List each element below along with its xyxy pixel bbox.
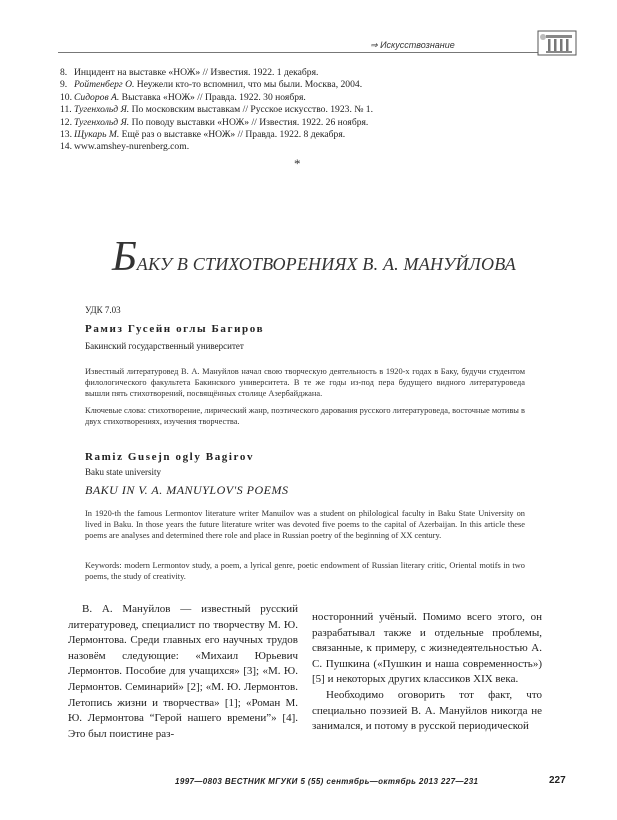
- reference-author: Щукарь М.: [74, 129, 120, 141]
- reference-text: По поводу выставки «НОЖ» // Известия. 1922. 26 ноября.: [129, 116, 369, 128]
- abstract-en: In 1920-th the famous Lermontov literature writer Manuilov was a student on philological faculty in Baku State University on lived in Baku. In those years the future literature writer was devoted five poems to the capital of Azerbaijan. In this article these poems are analyses and determined there role and place in Russian poetry of the beginning of XX century.: [85, 509, 525, 540]
- title-text: АКУ В СТИХОТВОРЕНИЯХ В. А. МАНУЙЛОВА: [136, 254, 516, 274]
- reference-item: [60, 92, 540, 104]
- journal-logo-icon: [537, 27, 579, 57]
- keywords-ru: Ключевые слова: стихотворение, лирический жанр, поэтического дарования русского литературоведа, восточные мотивы в двух стихотворениях, изучения творчества.: [85, 406, 525, 426]
- arrow-icon: ⇒: [370, 40, 378, 50]
- reference-text: Неужели кто-то вспомнил, что мы были. Москва, 2004.: [134, 79, 363, 91]
- keywords-en: Keywords: modern Lermontov study, a poem, a lyrical genre, poetic endowment of Russian literary critic, Oriental motifs in two poems, the study of creativity.: [85, 561, 525, 581]
- reference-author: Тугенхольд Я.: [74, 104, 130, 116]
- udk-code: УДК 7.03: [85, 305, 121, 315]
- section-name: Искусствознание: [380, 40, 455, 50]
- body-paragraph: Необходимо оговорить тот факт, что специально поэзией В. А. Мануйлов никогда не занимался, и потому в русской периодической: [312, 688, 542, 733]
- reference-text: По московским выставкам // Русское искусство. 1923. № 1.: [129, 104, 373, 116]
- reference-number: 14.: [60, 141, 72, 153]
- reference-author: Тугенхольд Я.: [74, 116, 130, 128]
- reference-number: 13.: [60, 129, 72, 141]
- affiliation-ru: Бакинский государственный университет: [85, 341, 244, 351]
- page-number: 227: [549, 775, 566, 786]
- affiliation-en: Baku state university: [85, 467, 161, 477]
- body-column-right: [312, 610, 542, 735]
- title-drop-cap: Б: [112, 234, 137, 280]
- article-title: [112, 236, 516, 278]
- article-title-en: BAKU IN V. A. MANUYLOV'S POEMS: [85, 483, 289, 497]
- reference-number: 10.: [60, 91, 72, 103]
- body-paragraph: носторонний учёный. Помимо всего этого, он разрабатывал также и отдельные проблемы, связанные, к примеру, с жизнедеятельностью А. С. Пушкина («Пушкин и наша современность») [5] и некоторых других классиков XIX века.: [312, 611, 542, 686]
- reference-author: Ройтенберг О.: [74, 79, 135, 91]
- reference-list: [60, 67, 540, 154]
- header-rule: [58, 52, 558, 53]
- reference-item: [60, 104, 540, 116]
- author-name-en: Ramiz Gusejn ogly Bagirov: [85, 451, 255, 463]
- reference-item: [60, 79, 540, 91]
- journal-citation: 1997—0803 ВЕСТНИК МГУКИ 5 (55) сентябрь—октябрь 2013 227—231: [175, 777, 479, 786]
- reference-text: www.amshey-nurenberg.com.: [74, 141, 190, 153]
- abstract-ru: Известный литературовед В. А. Мануйлов начал свою творческую деятельность в 1920-х годах в Баку, будучи студентом филологического факультета Бакинского университета. В те же годы из-под пера будущего видного литературоведа вышли пять стихотворений, посвящённых столице Азербайджана.: [85, 367, 525, 398]
- reference-item: [60, 67, 540, 79]
- reference-number: 12.: [60, 116, 72, 128]
- reference-text: Инцидент на выставке «НОЖ» // Известия. 1922. 1 декабря.: [74, 67, 319, 78]
- reference-number: 8.: [60, 67, 68, 78]
- reference-item: [60, 129, 540, 141]
- reference-number: 11.: [60, 104, 72, 116]
- reference-item: [60, 141, 540, 153]
- reference-number: 9.: [60, 79, 68, 91]
- reference-item: [60, 117, 540, 129]
- section-label: [370, 40, 455, 51]
- body-column-left: [68, 602, 298, 742]
- reference-text: Ещё раз о выставке «НОЖ» // Правда. 1922. 8 декабря.: [119, 129, 346, 141]
- reference-text: Выставка «НОЖ» // Правда. 1922. 30 ноября.: [119, 91, 306, 103]
- body-paragraph: В. А. Мануйлов — известный русский литературовед, специалист по творчеству М. Ю. Лермонтова. Среди главных его научных трудов назовём следующие: «Михаил Юрьевич Лермонтов. Пособие для учащихся» [3]; «М. Ю. Лермонтов. Семинарий» [2]; «М. Ю. Лермонтов. Летопись жизни и творчества» [1]; «Роман М. Ю. Лермонтова “Герой нашего времени”» [4]. Это был поистине раз-: [68, 603, 298, 740]
- section-separator: *: [294, 156, 301, 171]
- author-name-ru: Рамиз Гусейн оглы Багиров: [85, 323, 265, 335]
- reference-author: Сидоров А.: [74, 91, 120, 103]
